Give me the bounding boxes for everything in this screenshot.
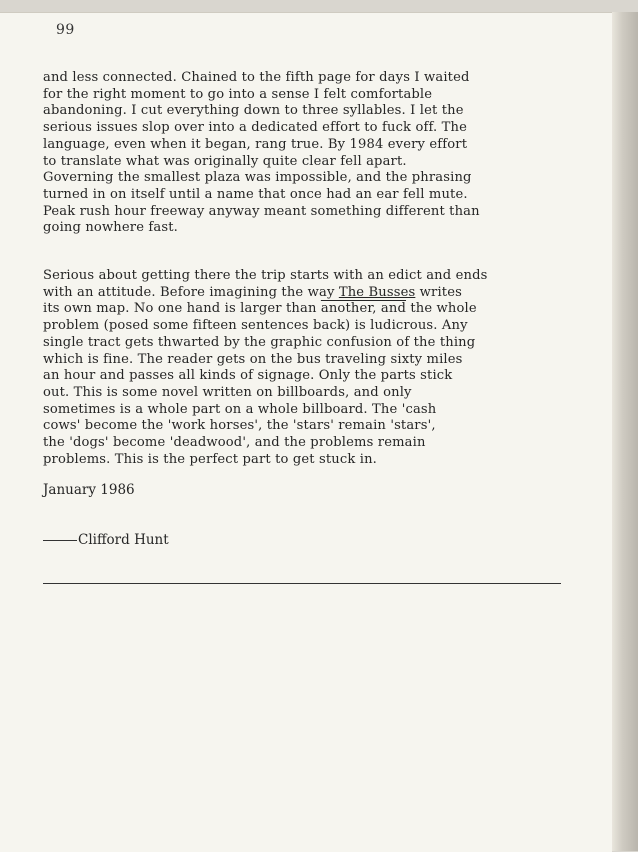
date-line: January 1986	[43, 482, 135, 498]
text-line: problems. This is the perfect part to get stuck in.	[43, 451, 377, 467]
text-line: to translate what was originally quite clear fell apart.	[43, 153, 407, 169]
paragraph-1	[43, 70, 583, 237]
text-segment: with an attitude. Before imagining the way	[43, 284, 339, 300]
text-line: single tract gets thwarted by the graphic confusion of the thing	[43, 334, 476, 350]
page-gutter	[612, 12, 638, 851]
text-line: Serious about getting there the trip starts with an edict and ends	[43, 268, 488, 283]
text-line: going nowhere fast.	[43, 220, 178, 236]
text-line: serious issues slop over into a dedicated effort to fuck off. The	[43, 120, 467, 136]
overlined-text: another, and	[320, 301, 407, 317]
text-line: for the right moment to go into a sense I felt comfortable	[43, 86, 433, 102]
text-line: Peak rush hour freeway anyway meant something different than	[43, 203, 480, 219]
text-segment: the whole	[406, 301, 477, 317]
text-line: out. This is some novel written on billboards, and only	[43, 384, 412, 400]
text-line: abandoning. I cut everything down to three syllables. I let the	[43, 103, 464, 119]
paragraph-2	[43, 268, 583, 468]
text-line	[43, 301, 583, 318]
author-name: Clifford Hunt	[78, 532, 169, 548]
text-line: sometimes is a whole part on a whole billboard. The 'cash	[43, 401, 437, 417]
text-segment: writes	[415, 284, 462, 300]
horizontal-rule	[43, 583, 561, 584]
text-line: which is fine. The reader gets on the bus traveling sixty miles	[43, 351, 463, 367]
text-line: language, even when it began, rang true. By 1984 every effort	[43, 136, 468, 152]
underlined-title: The Busses	[338, 284, 416, 300]
page-number: 99	[56, 22, 75, 38]
text-line: problem (posed some fifteen sentences back) is ludicrous. Any	[43, 318, 468, 334]
text-line: the 'dogs' become 'deadwood', and the problems remain	[43, 435, 426, 451]
text-line: turned in on itself until a name that once had an ear fell mute.	[43, 186, 468, 202]
text-line: an hour and passes all kinds of signage. Only the parts stick	[43, 368, 453, 384]
text-line: cows' become the 'work horses', the 'stars' remain 'stars',	[43, 418, 436, 434]
text-segment: its own map. No one hand is larger than	[43, 301, 321, 317]
text-line: and less connected. Chained to the fifth page for days I waited	[43, 70, 470, 85]
text-line: Governing the smallest plaza was impossible, and the phrasing	[43, 170, 472, 186]
em-dash-rule	[43, 540, 77, 541]
signature-line	[43, 532, 169, 548]
text-line	[43, 285, 583, 302]
